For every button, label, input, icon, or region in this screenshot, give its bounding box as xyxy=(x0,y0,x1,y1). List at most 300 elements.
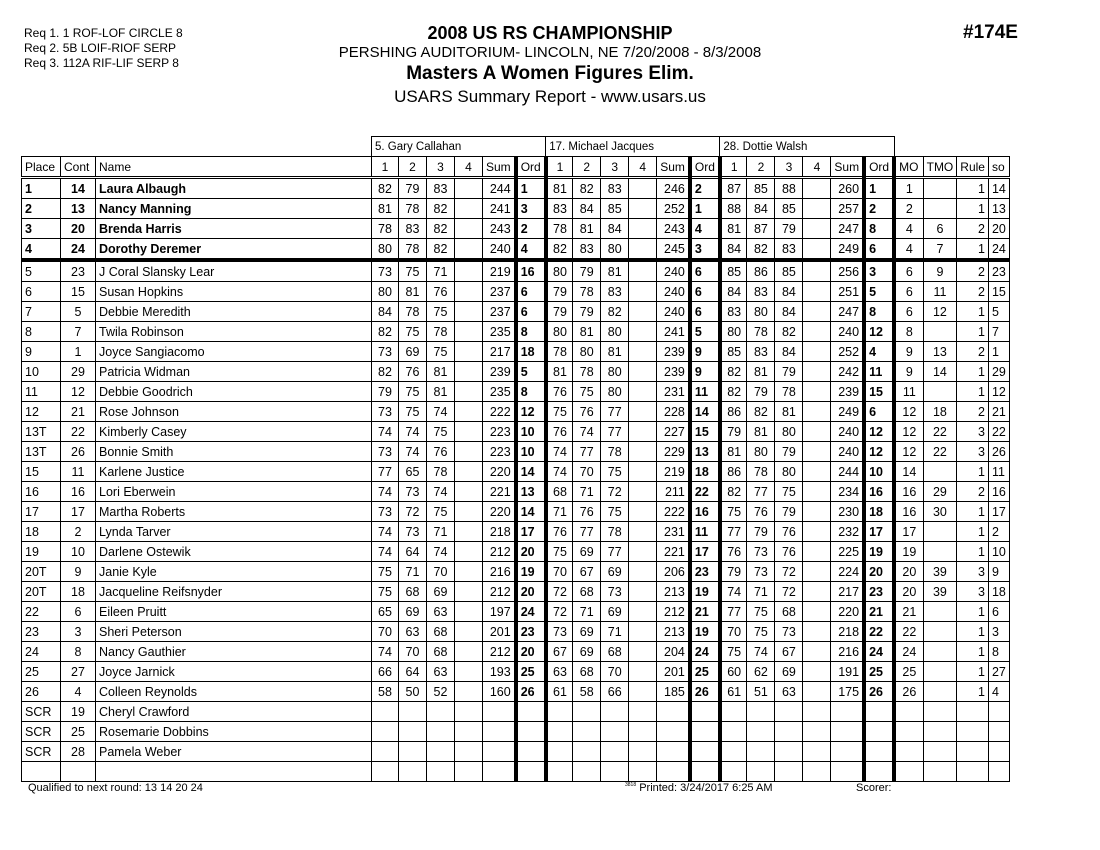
rule-cell: 1 xyxy=(957,602,989,622)
judge-3-score-3: 75 xyxy=(775,482,803,502)
name-cell: Karlene Justice xyxy=(96,462,372,482)
judge-1-ordinal: 20 xyxy=(516,582,546,602)
judge-1-score-1 xyxy=(372,702,399,722)
judge-3-score-2: 78 xyxy=(747,462,775,482)
cont-cell: 1 xyxy=(61,342,96,362)
col-cont: Cont xyxy=(61,157,96,178)
requirement-1: Req 1. 1 ROF-LOF CIRCLE 8 xyxy=(24,26,183,40)
table-row xyxy=(22,582,1010,602)
mo-cell xyxy=(894,762,923,782)
table-row xyxy=(22,562,1010,582)
judge-2-score-2: 81 xyxy=(573,219,601,239)
judge-1-ordinal: 14 xyxy=(516,502,546,522)
so-cell: 5 xyxy=(988,302,1009,322)
table-row xyxy=(22,462,1010,482)
judge-2-score-1: 68 xyxy=(546,482,573,502)
place-cell: 22 xyxy=(22,602,61,622)
table-row xyxy=(22,178,1010,199)
judge-1-score-4 xyxy=(455,722,483,742)
judge-3-sum xyxy=(831,762,864,782)
judge-1-score-3: 78 xyxy=(427,322,455,342)
judge-2-sum: 206 xyxy=(657,562,690,582)
event-number: #174E xyxy=(963,22,1018,43)
requirement-2: Req 2. 5B LOIF-RIOF SERP xyxy=(24,41,177,55)
cont-cell: 12 xyxy=(61,382,96,402)
cont-cell: 7 xyxy=(61,322,96,342)
judge-2-score-2: 77 xyxy=(573,522,601,542)
mo-cell: 21 xyxy=(894,602,923,622)
judge-2-sum: 222 xyxy=(657,502,690,522)
judge-1-score-1: 74 xyxy=(372,422,399,442)
judge-3-score-2: 79 xyxy=(747,522,775,542)
so-cell: 24 xyxy=(988,239,1009,261)
col-j1-s4: 4 xyxy=(455,157,483,178)
place-cell xyxy=(22,762,61,782)
judge-1-sum: 201 xyxy=(483,622,516,642)
judge-3-ordinal xyxy=(864,742,894,762)
table-row xyxy=(22,742,1010,762)
judge-1-ordinal: 5 xyxy=(516,362,546,382)
judge-2-sum: 211 xyxy=(657,482,690,502)
judge-1-score-1: 73 xyxy=(372,342,399,362)
table-row xyxy=(22,702,1010,722)
tmo-cell xyxy=(923,742,957,762)
name-cell: Debbie Goodrich xyxy=(96,382,372,402)
judge-3-score-3: 78 xyxy=(775,382,803,402)
judge-1-score-1: 82 xyxy=(372,178,399,199)
tmo-cell: 7 xyxy=(923,239,957,261)
judge-3-ordinal: 8 xyxy=(864,302,894,322)
judge-3-ordinal: 22 xyxy=(864,622,894,642)
table-row xyxy=(22,239,1010,261)
judge-2-score-1: 75 xyxy=(546,542,573,562)
judge-1-score-4 xyxy=(455,502,483,522)
table-row xyxy=(22,362,1010,382)
judge-2-score-4 xyxy=(629,322,657,342)
judge-1-score-4 xyxy=(455,462,483,482)
mo-cell: 9 xyxy=(894,342,923,362)
judge-1-ordinal: 26 xyxy=(516,682,546,702)
judge-2-ordinal: 19 xyxy=(690,582,720,602)
place-cell: 12 xyxy=(22,402,61,422)
judge-2-sum: 231 xyxy=(657,522,690,542)
results-table xyxy=(21,136,1010,782)
rule-cell: 3 xyxy=(957,422,989,442)
judge-1-score-3: 82 xyxy=(427,239,455,261)
judge-2-score-3: 77 xyxy=(601,542,629,562)
requirement-3: Req 3. 112A RIF-LIF SERP 8 xyxy=(24,56,179,70)
judge-3-sum: 232 xyxy=(831,522,864,542)
judge-2-ordinal: 11 xyxy=(690,522,720,542)
judge-2-score-4 xyxy=(629,260,657,282)
judge-2-score-3: 82 xyxy=(601,302,629,322)
judge-1-score-4 xyxy=(455,402,483,422)
judge-3-score-1: 87 xyxy=(720,178,747,199)
tmo-cell: 18 xyxy=(923,402,957,422)
judge-1-score-1: 80 xyxy=(372,282,399,302)
table-row xyxy=(22,422,1010,442)
col-j3-s1: 1 xyxy=(720,157,747,178)
judge-2-score-2: 80 xyxy=(573,342,601,362)
judge-2-score-3: 85 xyxy=(601,199,629,219)
judge-2-score-3: 81 xyxy=(601,260,629,282)
cont-cell: 14 xyxy=(61,178,96,199)
judge-1-score-3: 63 xyxy=(427,602,455,622)
judge-3-score-4 xyxy=(803,702,831,722)
judge-3-sum: 240 xyxy=(831,442,864,462)
judge-3-score-1: 79 xyxy=(720,562,747,582)
judge-3-sum xyxy=(831,722,864,742)
judge-1-score-2: 65 xyxy=(399,462,427,482)
place-cell: 4 xyxy=(22,239,61,261)
tmo-cell xyxy=(923,522,957,542)
judge-1-score-2: 63 xyxy=(399,622,427,642)
judge-2-ordinal: 6 xyxy=(690,282,720,302)
judge-2-score-1: 74 xyxy=(546,442,573,462)
judge-2-sum: 212 xyxy=(657,602,690,622)
place-cell: 13T xyxy=(22,422,61,442)
mo-cell: 8 xyxy=(894,322,923,342)
cont-cell xyxy=(61,762,96,782)
judge-3-score-2 xyxy=(747,722,775,742)
judge-3-sum: 256 xyxy=(831,260,864,282)
so-cell: 9 xyxy=(988,562,1009,582)
judge-1-score-4 xyxy=(455,219,483,239)
judge-2-score-1 xyxy=(546,762,573,782)
judge-1-name: 5. Gary Callahan xyxy=(372,137,546,157)
judge-1-sum: 220 xyxy=(483,502,516,522)
judge-1-score-1: 74 xyxy=(372,482,399,502)
rule-cell: 1 xyxy=(957,522,989,542)
judge-1-ordinal xyxy=(516,722,546,742)
name-cell: Joyce Jarnick xyxy=(96,662,372,682)
judge-1-sum: 240 xyxy=(483,239,516,261)
judge-2-score-2: 74 xyxy=(573,422,601,442)
judge-3-score-3 xyxy=(775,722,803,742)
judge-3-score-1: 70 xyxy=(720,622,747,642)
rule-cell: 1 xyxy=(957,199,989,219)
judge-1-score-3 xyxy=(427,722,455,742)
judge-2-score-4 xyxy=(629,602,657,622)
judge-2-score-3: 66 xyxy=(601,682,629,702)
judge-2-sum: 241 xyxy=(657,322,690,342)
judge-1-score-3: 76 xyxy=(427,282,455,302)
tmo-cell: 13 xyxy=(923,342,957,362)
judge-2-score-4 xyxy=(629,582,657,602)
judge-2-score-3: 80 xyxy=(601,239,629,261)
table-row xyxy=(22,682,1010,702)
mo-cell: 2 xyxy=(894,199,923,219)
judge-1-sum: 222 xyxy=(483,402,516,422)
place-cell: 2 xyxy=(22,199,61,219)
judge-3-ordinal: 17 xyxy=(864,522,894,542)
judge-1-score-3: 81 xyxy=(427,382,455,402)
judge-2-score-2: 68 xyxy=(573,582,601,602)
cont-cell: 19 xyxy=(61,702,96,722)
judge-3-score-4 xyxy=(803,260,831,282)
so-cell xyxy=(988,742,1009,762)
judge-2-score-3: 75 xyxy=(601,502,629,522)
judge-1-score-3: 74 xyxy=(427,402,455,422)
judge-3-score-4 xyxy=(803,562,831,582)
judge-1-sum: 237 xyxy=(483,302,516,322)
judge-1-score-3: 75 xyxy=(427,302,455,322)
judge-3-score-3 xyxy=(775,762,803,782)
judge-3-sum xyxy=(831,742,864,762)
tmo-cell xyxy=(923,602,957,622)
judge-3-score-2: 75 xyxy=(747,622,775,642)
judge-2-score-4 xyxy=(629,742,657,762)
so-cell: 26 xyxy=(988,442,1009,462)
venue-dates: PERSHING AUDITORIUM- LINCOLN, NE 7/20/2008 - 8/3/2008 xyxy=(338,44,762,61)
judge-2-score-1: 67 xyxy=(546,642,573,662)
judge-2-score-3: 71 xyxy=(601,622,629,642)
name-cell: Lori Eberwein xyxy=(96,482,372,502)
judge-2-ordinal: 17 xyxy=(690,542,720,562)
judge-2-ordinal: 5 xyxy=(690,322,720,342)
cont-cell: 3 xyxy=(61,622,96,642)
rule-cell xyxy=(957,722,989,742)
judge-2-score-2: 69 xyxy=(573,642,601,662)
report-subtitle: USARS Summary Report - www.usars.us xyxy=(394,87,706,106)
place-cell: 9 xyxy=(22,342,61,362)
cont-cell: 2 xyxy=(61,522,96,542)
mo-cell: 20 xyxy=(894,562,923,582)
judge-1-ordinal: 8 xyxy=(516,322,546,342)
judge-2-ordinal: 6 xyxy=(690,302,720,322)
judge-2-score-4 xyxy=(629,178,657,199)
judge-3-score-3: 82 xyxy=(775,322,803,342)
judge-2-score-1: 71 xyxy=(546,502,573,522)
judge-2-sum: 239 xyxy=(657,342,690,362)
judge-2-ordinal: 2 xyxy=(690,178,720,199)
name-cell: Nancy Gauthier xyxy=(96,642,372,662)
judge-3-score-3: 73 xyxy=(775,622,803,642)
table-row xyxy=(22,342,1010,362)
judge-1-score-2: 71 xyxy=(399,562,427,582)
judge-3-score-1: 60 xyxy=(720,662,747,682)
judge-2-ordinal xyxy=(690,742,720,762)
judge-3-score-3: 88 xyxy=(775,178,803,199)
judge-1-score-3: 68 xyxy=(427,622,455,642)
judge-2-score-1 xyxy=(546,742,573,762)
judge-3-sum: 216 xyxy=(831,642,864,662)
judge-1-score-1: 73 xyxy=(372,442,399,462)
judge-3-score-1: 86 xyxy=(720,402,747,422)
judge-1-score-4 xyxy=(455,362,483,382)
rule-cell: 1 xyxy=(957,178,989,199)
table-row xyxy=(22,302,1010,322)
judge-2-ordinal: 26 xyxy=(690,682,720,702)
judge-1-score-4 xyxy=(455,322,483,342)
so-cell: 10 xyxy=(988,542,1009,562)
judge-2-ordinal: 18 xyxy=(690,462,720,482)
judge-2-sum: 229 xyxy=(657,442,690,462)
judge-2-ordinal: 3 xyxy=(690,239,720,261)
judge-3-ordinal: 24 xyxy=(864,642,894,662)
judge-3-sum: 224 xyxy=(831,562,864,582)
judge-1-score-1 xyxy=(372,742,399,762)
judge-1-ordinal: 1 xyxy=(516,178,546,199)
judge-2-score-4 xyxy=(629,199,657,219)
table-row xyxy=(22,402,1010,422)
table-row xyxy=(22,219,1010,239)
rule-cell: 2 xyxy=(957,482,989,502)
judge-1-score-2 xyxy=(399,762,427,782)
judge-1-ordinal: 8 xyxy=(516,382,546,402)
col-j1-s3: 3 xyxy=(427,157,455,178)
judge-1-score-2: 74 xyxy=(399,442,427,462)
cont-cell: 13 xyxy=(61,199,96,219)
judge-2-score-2 xyxy=(573,762,601,782)
judge-1-ordinal xyxy=(516,702,546,722)
judge-3-score-2: 82 xyxy=(747,239,775,261)
cont-cell: 25 xyxy=(61,722,96,742)
place-cell: 7 xyxy=(22,302,61,322)
tmo-cell: 11 xyxy=(923,282,957,302)
name-cell: J Coral Slansky Lear xyxy=(96,260,372,282)
judge-2-ordinal: 24 xyxy=(690,642,720,662)
mo-cell: 26 xyxy=(894,682,923,702)
name-cell: Martha Roberts xyxy=(96,502,372,522)
judge-header-row xyxy=(22,137,1010,157)
judge-1-score-3 xyxy=(427,702,455,722)
judge-2-score-4 xyxy=(629,342,657,362)
judge-2-score-1: 75 xyxy=(546,402,573,422)
judge-2-score-2: 82 xyxy=(573,178,601,199)
judge-3-score-1: 80 xyxy=(720,322,747,342)
judge-3-score-4 xyxy=(803,582,831,602)
judge-3-score-4 xyxy=(803,382,831,402)
judge-1-score-3: 71 xyxy=(427,260,455,282)
judge-2-ordinal: 19 xyxy=(690,622,720,642)
tmo-cell: 30 xyxy=(923,502,957,522)
judge-1-ordinal: 23 xyxy=(516,622,546,642)
judge-1-score-3: 82 xyxy=(427,219,455,239)
judge-3-score-2: 83 xyxy=(747,282,775,302)
name-cell: Sheri Peterson xyxy=(96,622,372,642)
col-j1-sum: Sum xyxy=(483,157,516,178)
judge-1-score-3: 70 xyxy=(427,562,455,582)
judge-3-score-3: 79 xyxy=(775,362,803,382)
judge-1-score-1: 82 xyxy=(372,322,399,342)
place-cell: 23 xyxy=(22,622,61,642)
table-row xyxy=(22,442,1010,462)
place-cell: 5 xyxy=(22,260,61,282)
judge-3-score-2 xyxy=(747,702,775,722)
judge-3-score-4 xyxy=(803,742,831,762)
judge-3-score-2: 81 xyxy=(747,422,775,442)
mo-cell: 4 xyxy=(894,239,923,261)
cont-cell: 21 xyxy=(61,402,96,422)
judge-2-sum: 240 xyxy=(657,282,690,302)
cont-cell: 5 xyxy=(61,302,96,322)
judge-3-sum: 218 xyxy=(831,622,864,642)
tmo-cell xyxy=(923,382,957,402)
judge-2-score-2: 83 xyxy=(573,239,601,261)
mo-cell: 25 xyxy=(894,662,923,682)
report-header xyxy=(290,22,810,108)
judge-2-sum: 243 xyxy=(657,219,690,239)
col-j2-s3: 3 xyxy=(601,157,629,178)
judge-2-score-3: 77 xyxy=(601,422,629,442)
judge-3-score-1 xyxy=(720,722,747,742)
tmo-cell: 6 xyxy=(923,219,957,239)
judge-3-score-4 xyxy=(803,602,831,622)
judge-3-score-4 xyxy=(803,682,831,702)
place-cell: 6 xyxy=(22,282,61,302)
judge-3-ordinal: 23 xyxy=(864,582,894,602)
scorer-label: Scorer: xyxy=(856,782,892,794)
judge-1-ordinal: 16 xyxy=(516,260,546,282)
so-cell: 4 xyxy=(988,682,1009,702)
judge-1-score-2 xyxy=(399,742,427,762)
judge-3-sum: 249 xyxy=(831,402,864,422)
so-cell: 8 xyxy=(988,642,1009,662)
judge-3-sum: 252 xyxy=(831,342,864,362)
judge-3-score-2: 87 xyxy=(747,219,775,239)
judge-1-ordinal xyxy=(516,762,546,782)
judge-3-score-1: 84 xyxy=(720,282,747,302)
judge-3-score-2: 84 xyxy=(747,199,775,219)
judge-3-score-2: 80 xyxy=(747,302,775,322)
judge-1-score-4 xyxy=(455,702,483,722)
judge-1-ordinal: 2 xyxy=(516,219,546,239)
name-cell: Joyce Sangiacomo xyxy=(96,342,372,362)
judge-3-sum: 175 xyxy=(831,682,864,702)
judge-3-sum: 240 xyxy=(831,322,864,342)
place-cell: 10 xyxy=(22,362,61,382)
judge-2-ordinal: 16 xyxy=(690,502,720,522)
judge-1-score-3: 76 xyxy=(427,442,455,462)
name-cell: Susan Hopkins xyxy=(96,282,372,302)
judge-3-score-4 xyxy=(803,442,831,462)
judge-2-score-2: 68 xyxy=(573,662,601,682)
name-cell: Darlene Ostewik xyxy=(96,542,372,562)
mo-cell xyxy=(894,702,923,722)
name-cell: Laura Albaugh xyxy=(96,178,372,199)
judge-2-score-3: 69 xyxy=(601,562,629,582)
cont-cell: 9 xyxy=(61,562,96,582)
rule-cell: 1 xyxy=(957,239,989,261)
judge-1-score-1: 65 xyxy=(372,602,399,622)
judge-2-score-3: 84 xyxy=(601,219,629,239)
judge-3-score-2: 77 xyxy=(747,482,775,502)
place-cell: 24 xyxy=(22,642,61,662)
judge-3-score-4 xyxy=(803,199,831,219)
judge-3-ordinal: 5 xyxy=(864,282,894,302)
col-j2-sum: Sum xyxy=(657,157,690,178)
judge-2-sum xyxy=(657,762,690,782)
judge-2-score-1: 81 xyxy=(546,362,573,382)
so-cell: 21 xyxy=(988,402,1009,422)
col-j3-ord: Ord xyxy=(864,157,894,178)
judge-3-score-3: 76 xyxy=(775,522,803,542)
judge-2-sum: 219 xyxy=(657,462,690,482)
judge-3-score-4 xyxy=(803,282,831,302)
judge-3-score-3: 79 xyxy=(775,442,803,462)
judge-2-score-3: 75 xyxy=(601,462,629,482)
judge-1-sum: 197 xyxy=(483,602,516,622)
judge-1-score-3: 75 xyxy=(427,342,455,362)
judge-2-score-3: 80 xyxy=(601,322,629,342)
judge-2-score-1: 70 xyxy=(546,562,573,582)
judge-1-score-2: 50 xyxy=(399,682,427,702)
judge-1-score-2: 78 xyxy=(399,199,427,219)
cont-cell: 28 xyxy=(61,742,96,762)
judge-1-sum: 193 xyxy=(483,662,516,682)
judge-2-score-4 xyxy=(629,722,657,742)
